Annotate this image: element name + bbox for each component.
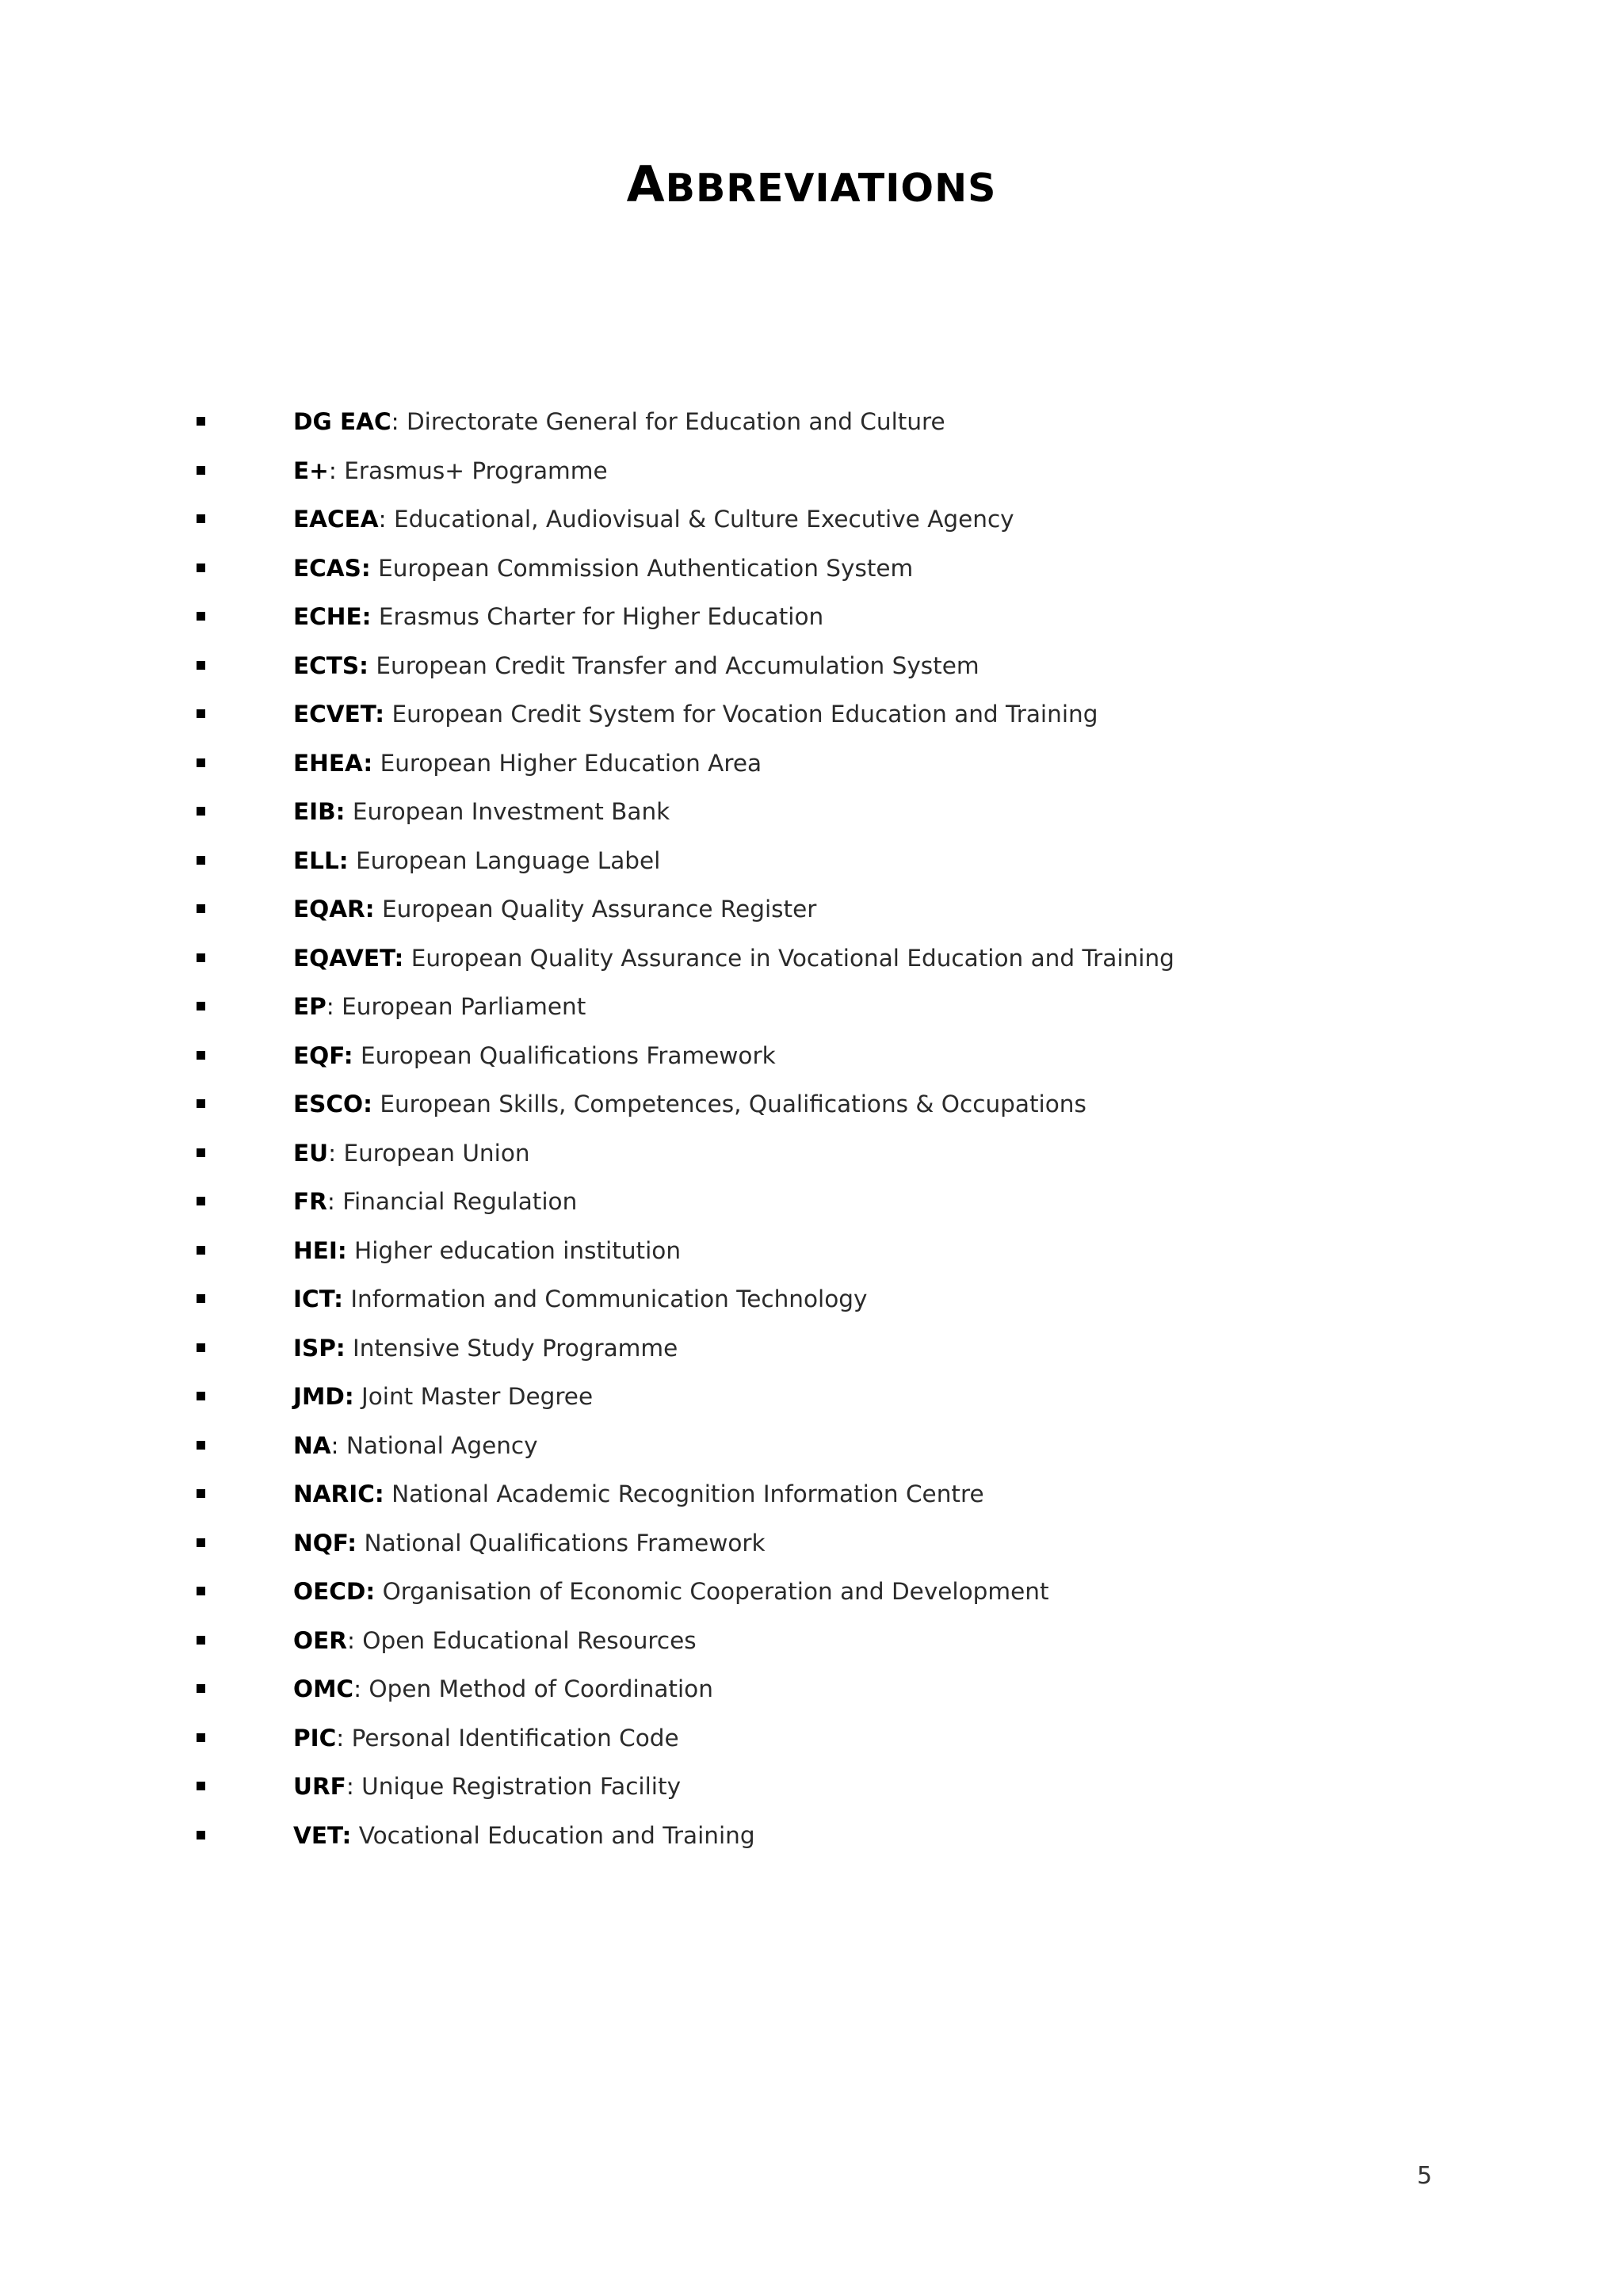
abbreviation-definition: Open Method of Coordination (369, 1675, 713, 1702)
square-bullet-icon (197, 417, 205, 426)
abbreviation-term: VET: (293, 1821, 352, 1849)
abbreviation-item (0, 1519, 1623, 1568)
abbreviation-term: OECD: (293, 1578, 376, 1605)
abbreviation-definition: Financial Regulation (342, 1188, 578, 1215)
abbreviation-text (293, 885, 816, 934)
abbreviation-item (0, 1617, 1623, 1666)
abbreviation-separator (375, 896, 382, 923)
abbreviation-separator (353, 1042, 361, 1069)
square-bullet-icon (197, 1051, 205, 1060)
abbreviation-text (293, 1470, 984, 1519)
square-bullet-icon (197, 514, 205, 523)
abbreviation-text (293, 1568, 1049, 1617)
abbreviation-term: ICT: (293, 1286, 343, 1312)
abbreviation-item (0, 690, 1623, 739)
abbreviation-definition: European Commission Authentication System (378, 554, 914, 582)
abbreviation-item (0, 837, 1623, 886)
abbreviation-separator (372, 1091, 380, 1117)
abbreviation-separator (357, 1530, 364, 1557)
abbreviation-definition: National Qualifications Framework (364, 1529, 766, 1557)
abbreviation-definition: Joint Master Degree (361, 1383, 594, 1410)
abbreviation-definition: European Quality Assurance in Vocational Education and Training (411, 944, 1174, 972)
abbreviation-definition: European Credit System for Vocation Education and Training (391, 701, 1098, 728)
abbreviation-definition: European Credit Transfer and Accumulation System (376, 651, 980, 679)
abbreviation-definition: Open Educational Resources (362, 1626, 697, 1654)
abbreviation-separator (345, 798, 352, 825)
abbreviation-definition: European Union (343, 1139, 530, 1167)
abbreviation-item (0, 885, 1623, 934)
abbreviation-text (293, 739, 762, 789)
abbreviation-definition: Higher education institution (354, 1236, 682, 1264)
page-title-rest: BBREVIATIONS (665, 166, 997, 211)
abbreviation-separator (371, 555, 378, 582)
abbreviation-term: E+ (293, 457, 329, 484)
abbreviation-separator: : (336, 1724, 352, 1752)
abbreviation-text (293, 447, 608, 496)
abbreviation-term: ELL: (293, 846, 349, 874)
abbreviation-text (293, 1275, 867, 1324)
square-bullet-icon (197, 758, 205, 767)
abbreviation-item (0, 1812, 1623, 1861)
abbreviation-term: EQAVET: (293, 944, 404, 972)
abbreviation-separator (346, 1335, 353, 1362)
square-bullet-icon (197, 1002, 205, 1010)
abbreviation-term: DG EAC (293, 408, 391, 435)
abbreviation-term: NQF: (293, 1529, 357, 1557)
abbreviation-term: ECTS: (293, 651, 369, 679)
abbreviation-item (0, 1568, 1623, 1617)
square-bullet-icon (197, 904, 205, 913)
square-bullet-icon (197, 1099, 205, 1108)
abbreviation-separator (403, 945, 411, 972)
abbreviation-item (0, 447, 1623, 496)
abbreviation-definition: National Academic Recognition Information Centre (391, 1480, 984, 1507)
square-bullet-icon (197, 807, 205, 816)
abbreviation-term: EQAR: (293, 896, 375, 923)
abbreviation-list (0, 398, 1623, 1860)
abbreviation-item (0, 1129, 1623, 1179)
square-bullet-icon (197, 1587, 205, 1595)
abbreviation-term: EHEA: (293, 749, 373, 777)
abbreviation-separator (375, 1578, 382, 1605)
page-title-initial: A (626, 155, 666, 213)
abbreviation-separator: : (346, 1626, 363, 1654)
square-bullet-icon (197, 612, 205, 621)
abbreviation-term: PIC (293, 1724, 337, 1752)
abbreviation-definition: Educational, Audiovisual & Culture Executive Agency (393, 506, 1014, 533)
abbreviation-definition: European Investment Bank (352, 798, 670, 825)
abbreviation-item (0, 1714, 1623, 1763)
abbreviation-term: HEI: (293, 1236, 347, 1264)
abbreviation-item (0, 544, 1623, 594)
abbreviation-term: ECAS: (293, 554, 371, 582)
abbreviation-separator: : (328, 457, 345, 484)
abbreviation-item (0, 1227, 1623, 1276)
page-title (0, 155, 1623, 214)
abbreviation-term: OMC (293, 1675, 354, 1702)
abbreviation-text (293, 1812, 755, 1861)
abbreviation-separator (384, 1480, 391, 1507)
abbreviation-item (0, 934, 1623, 984)
square-bullet-icon (197, 1148, 205, 1157)
abbreviation-term: ISP: (293, 1334, 346, 1362)
abbreviation-item (0, 1665, 1623, 1714)
square-bullet-icon (197, 1782, 205, 1790)
abbreviation-separator: : (328, 1139, 344, 1167)
abbreviation-item (0, 1032, 1623, 1081)
abbreviation-term: ECHE: (293, 603, 372, 630)
abbreviation-term: ESCO: (293, 1091, 372, 1117)
abbreviation-definition: Erasmus+ Programme (344, 457, 608, 484)
abbreviation-term: EP (293, 993, 327, 1020)
abbreviation-text (293, 837, 660, 886)
abbreviation-separator (371, 603, 378, 630)
abbreviation-text (293, 1032, 776, 1081)
abbreviation-item (0, 1470, 1623, 1519)
abbreviation-text (293, 398, 945, 447)
abbreviation-definition: European Skills, Competences, Qualifications & Occupations (380, 1091, 1086, 1117)
abbreviation-definition: Vocational Education and Training (358, 1821, 755, 1849)
abbreviation-definition: Information and Communication Technology (350, 1286, 868, 1312)
abbreviation-text (293, 1617, 697, 1666)
abbreviation-text (293, 1714, 679, 1763)
abbreviation-separator (343, 1286, 350, 1312)
square-bullet-icon (197, 1441, 205, 1450)
square-bullet-icon (197, 1197, 205, 1205)
abbreviation-text (293, 1665, 713, 1714)
abbreviation-separator: : (378, 506, 394, 533)
square-bullet-icon (197, 1538, 205, 1547)
abbreviation-text (293, 1422, 538, 1471)
abbreviation-separator: : (330, 1431, 346, 1459)
abbreviation-definition: Unique Registration Facility (361, 1773, 682, 1800)
square-bullet-icon (197, 466, 205, 475)
abbreviation-definition: European Language Label (355, 846, 661, 874)
abbreviation-item (0, 495, 1623, 544)
abbreviation-text (293, 495, 1014, 544)
abbreviation-term: EU (293, 1139, 329, 1167)
abbreviation-item (0, 1178, 1623, 1227)
abbreviation-term: EIB: (293, 798, 346, 825)
abbreviation-definition: Directorate General for Education and Culture (406, 408, 945, 435)
abbreviation-definition: Erasmus Charter for Higher Education (378, 603, 824, 630)
square-bullet-icon (197, 856, 205, 865)
square-bullet-icon (197, 1831, 205, 1839)
abbreviation-definition: European Higher Education Area (380, 749, 762, 777)
abbreviation-term: EACEA (293, 506, 379, 533)
abbreviation-item (0, 593, 1623, 642)
abbreviation-separator (372, 750, 380, 777)
abbreviation-text (293, 544, 913, 594)
abbreviation-separator (369, 652, 376, 679)
abbreviation-definition: Personal Identification Code (351, 1724, 679, 1752)
square-bullet-icon (197, 1294, 205, 1303)
abbreviation-separator (354, 1383, 361, 1410)
abbreviation-definition: European Qualifications Framework (360, 1041, 776, 1069)
abbreviation-separator (347, 1237, 354, 1264)
abbreviation-separator: : (327, 1188, 343, 1215)
abbreviation-term: NARIC: (293, 1480, 384, 1507)
square-bullet-icon (197, 661, 205, 670)
square-bullet-icon (197, 1733, 205, 1742)
abbreviation-text (293, 690, 1098, 739)
square-bullet-icon (197, 1343, 205, 1352)
abbreviation-separator (351, 1822, 358, 1849)
square-bullet-icon (197, 1489, 205, 1498)
abbreviation-term: EQF: (293, 1041, 353, 1069)
abbreviation-item (0, 398, 1623, 447)
abbreviation-definition: European Parliament (342, 993, 586, 1020)
abbreviation-term: FR (293, 1188, 327, 1215)
abbreviation-item (0, 1763, 1623, 1812)
abbreviation-text (293, 1324, 678, 1373)
abbreviation-text (293, 983, 586, 1032)
abbreviation-separator: : (353, 1675, 369, 1702)
abbreviation-text (293, 1373, 593, 1422)
abbreviation-text (293, 788, 670, 837)
abbreviation-separator: : (346, 1773, 362, 1800)
abbreviation-definition: Organisation of Economic Cooperation and Development (382, 1578, 1049, 1605)
abbreviation-term: OER (293, 1626, 347, 1654)
abbreviation-text (293, 1129, 530, 1179)
abbreviation-item (0, 642, 1623, 691)
abbreviation-text (293, 934, 1174, 984)
abbreviation-item (0, 1275, 1623, 1324)
abbreviation-separator: : (326, 993, 342, 1020)
abbreviation-item (0, 1373, 1623, 1422)
square-bullet-icon (197, 1636, 205, 1645)
abbreviation-term: URF (293, 1773, 346, 1800)
abbreviation-item (0, 1422, 1623, 1471)
abbreviation-text (293, 1519, 766, 1568)
abbreviation-separator (349, 847, 356, 874)
abbreviation-definition: Intensive Study Programme (353, 1334, 678, 1362)
abbreviation-term: ECVET: (293, 701, 385, 728)
abbreviation-text (293, 1178, 577, 1227)
square-bullet-icon (197, 953, 205, 962)
square-bullet-icon (197, 709, 205, 718)
abbreviation-term: JMD: (293, 1383, 354, 1410)
abbreviation-item (0, 983, 1623, 1032)
abbreviation-text (293, 593, 823, 642)
abbreviation-definition: European Quality Assurance Register (381, 896, 817, 923)
abbreviation-item (0, 788, 1623, 837)
abbreviation-text (293, 1080, 1086, 1129)
abbreviation-item (0, 1324, 1623, 1373)
square-bullet-icon (197, 563, 205, 572)
square-bullet-icon (197, 1392, 205, 1400)
abbreviation-text (293, 1227, 681, 1276)
square-bullet-icon (197, 1684, 205, 1693)
square-bullet-icon (197, 1246, 205, 1255)
abbreviation-item (0, 739, 1623, 789)
abbreviation-term: NA (293, 1431, 331, 1459)
abbreviation-text (293, 1763, 681, 1812)
abbreviation-definition: National Agency (346, 1431, 538, 1459)
abbreviation-separator: : (391, 408, 407, 435)
page-number: 5 (1417, 2162, 1433, 2190)
abbreviation-text (293, 642, 980, 691)
abbreviation-item (0, 1080, 1623, 1129)
